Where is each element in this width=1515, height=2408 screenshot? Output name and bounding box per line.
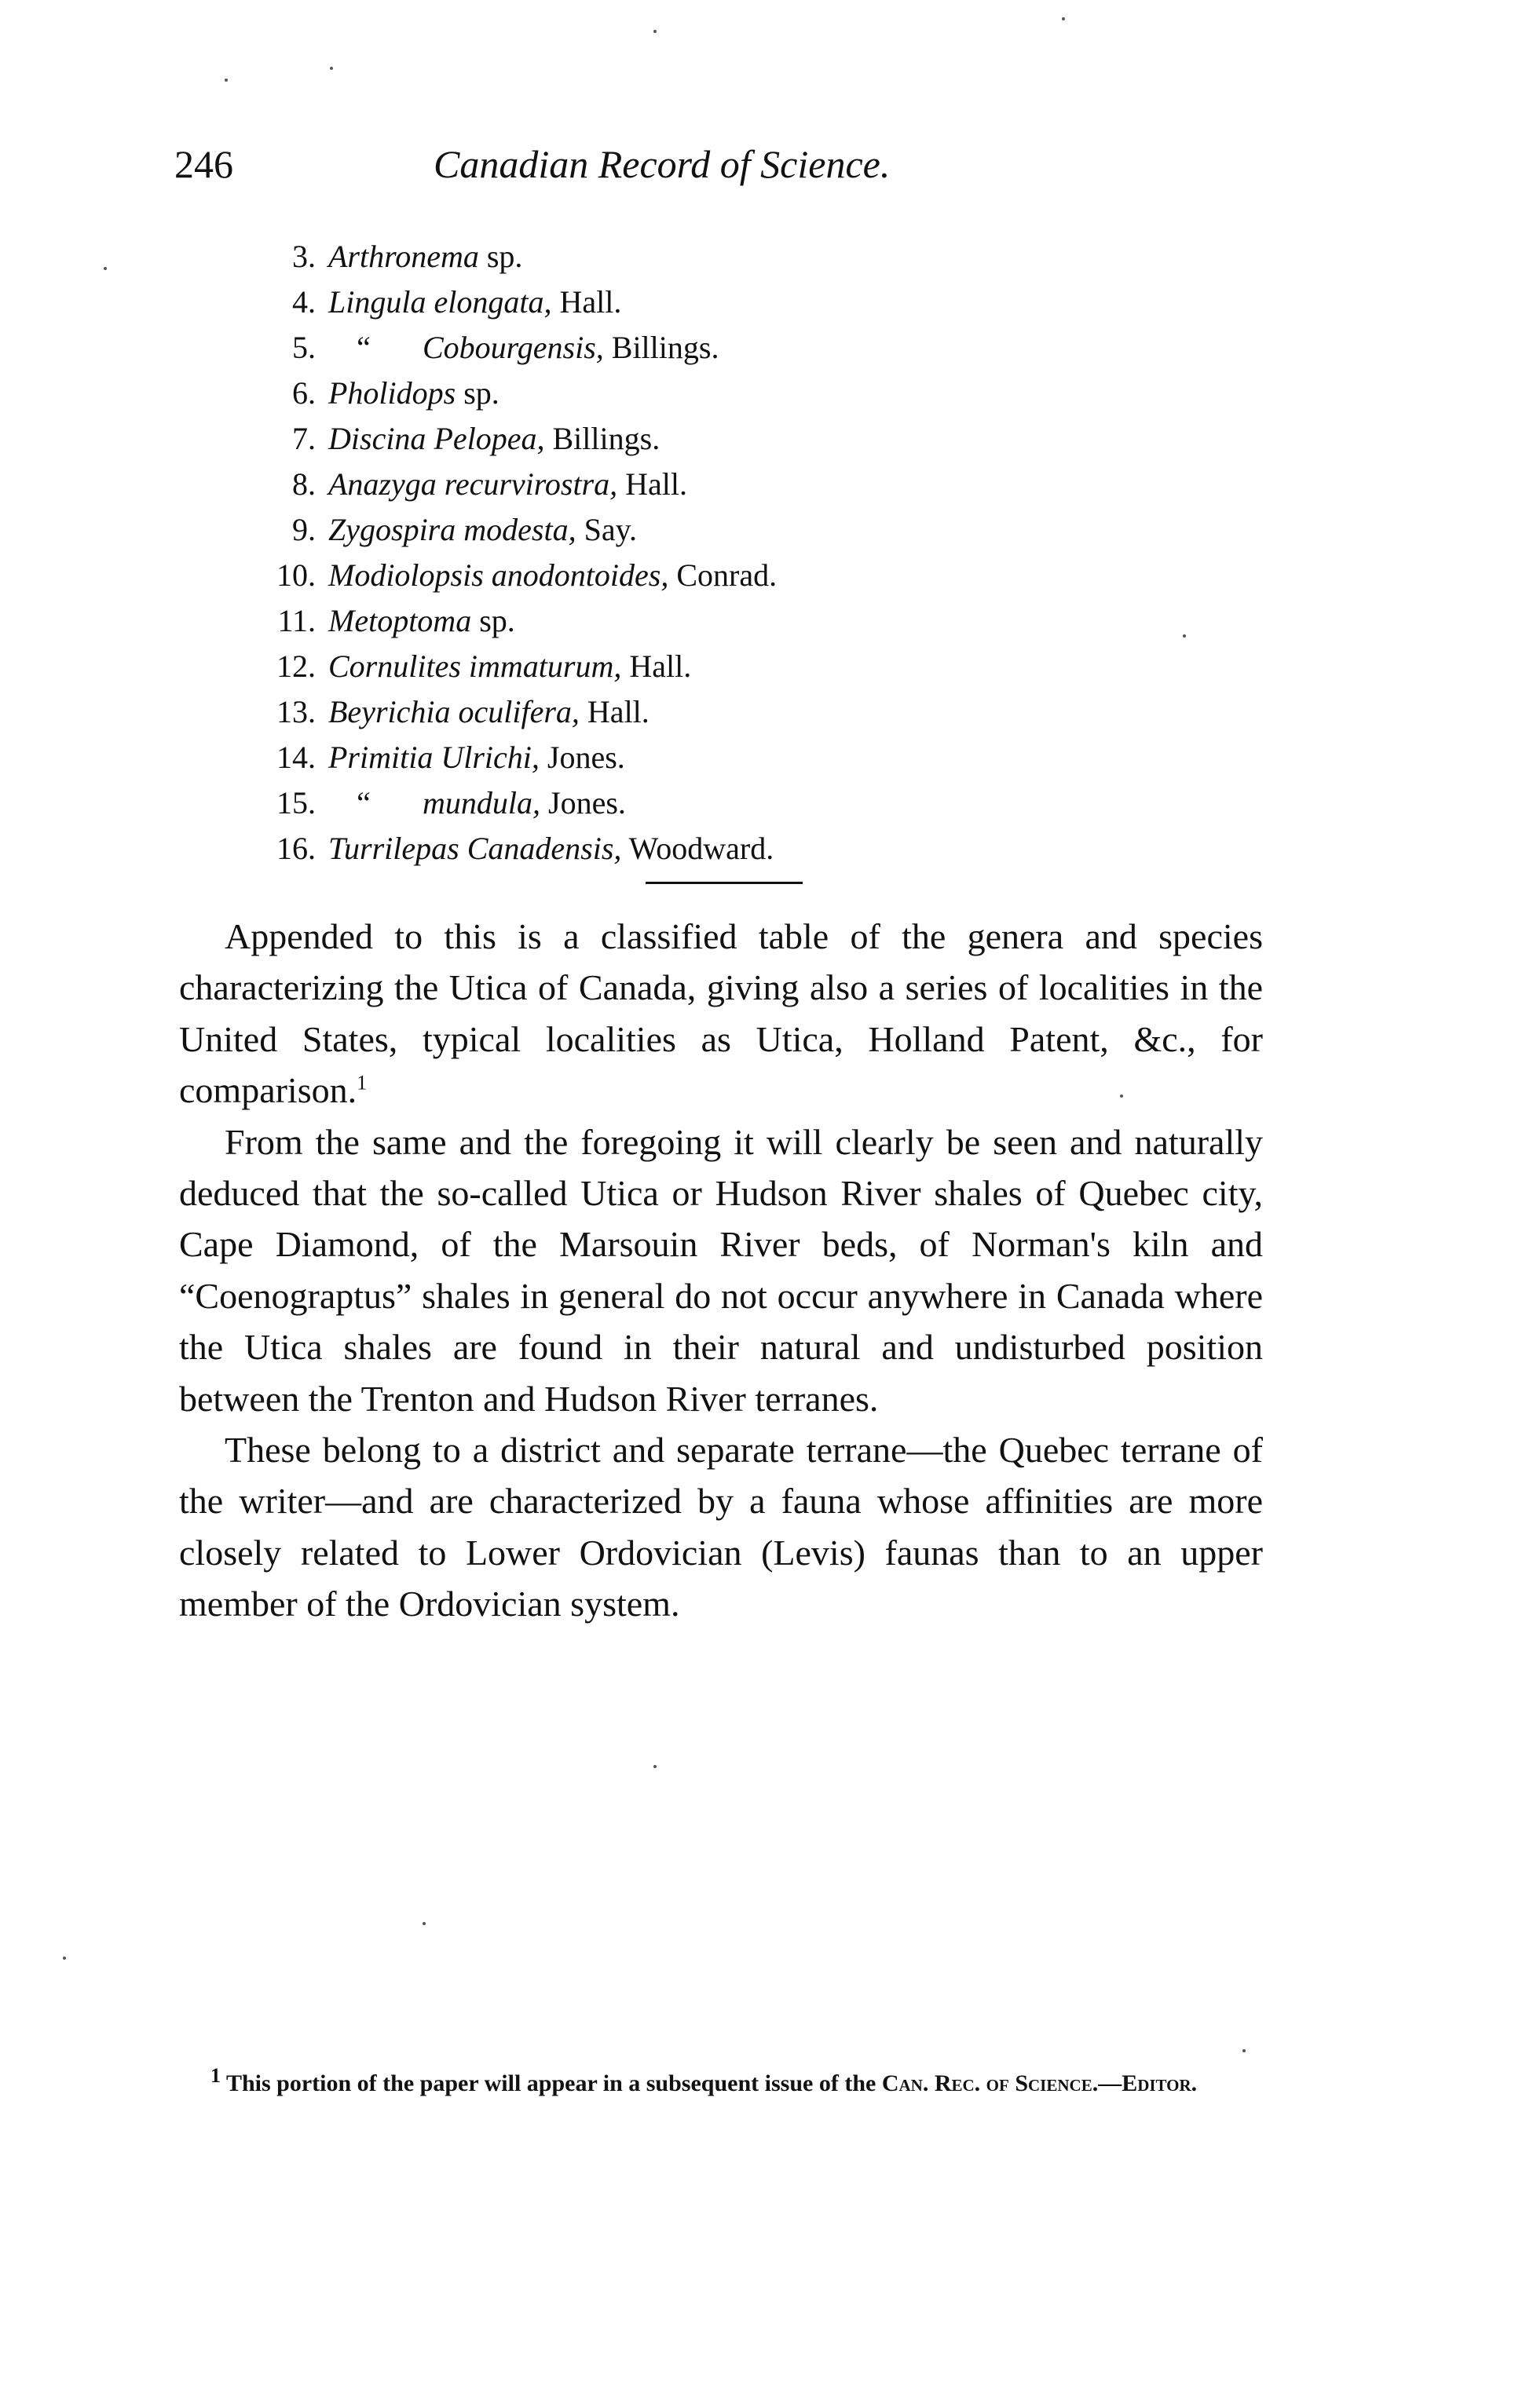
page-number: 246	[174, 142, 233, 186]
print-speck	[653, 30, 657, 33]
print-speck	[1242, 2049, 1246, 2052]
print-speck	[225, 79, 228, 82]
print-speck	[1120, 1094, 1123, 1098]
print-speck	[63, 1957, 66, 1960]
page-header	[174, 141, 1290, 204]
print-speck	[1183, 634, 1186, 638]
list-item: 5. “ Cobourgensis, Billings.	[292, 330, 719, 365]
print-speck	[1062, 17, 1065, 20]
paragraph: These belong to a district and separate terrane—the Quebec terrane of the writer—and are characterized by a fauna whose affinities are more closely related to Lower Ordovician (Levis) faunas than to an upper member of the Ordovician system.	[179, 1430, 1263, 1624]
species-list	[251, 234, 958, 871]
list-item: 11. Metoptoma sp.	[277, 603, 515, 638]
list-item: 15. “ mundula, Jones.	[276, 785, 626, 820]
list-item: 8. Anazyga recurvirostra, Hall.	[292, 466, 687, 502]
running-title: Canadian Record of Science.	[434, 142, 891, 186]
footnote-ref: 1	[357, 1071, 368, 1094]
list-item: 4. Lingula elongata, Hall.	[292, 284, 622, 320]
list-item: 12. Cornulites immaturum, Hall.	[276, 649, 692, 684]
list-item: 9. Zygospira modesta, Say.	[292, 512, 637, 547]
footnote-marker: 1	[210, 2064, 221, 2087]
list-item: 10. Modiolopsis anodontoides, Conrad.	[276, 557, 778, 593]
section-divider	[646, 882, 803, 884]
list-item: 7. Discina Pelopea, Billings.	[292, 421, 661, 456]
body-text	[179, 911, 1263, 1630]
print-speck	[330, 67, 333, 70]
footnote: $^1$ This portion of the paper will appear in a subsequent issue of the Can. Rec. of Science.—Editor.	[210, 2064, 1198, 2096]
list-item: 3. Arthronema sp.	[292, 239, 523, 274]
print-speck	[104, 267, 107, 270]
list-item: 13. Beyrichia oculifera, Hall.	[276, 694, 650, 729]
print-speck	[653, 1765, 657, 1768]
print-speck	[423, 1922, 426, 1925]
list-item: 6. Pholidops sp.	[292, 375, 500, 411]
list-item: 16. Turrilepas Canadensis, Woodward.	[276, 831, 774, 866]
list-item: 14. Primitia Ulrichi, Jones.	[276, 740, 625, 775]
paragraph: Appended to this is a classified table of the genera and species characterizing the Utica of Canada, giving also a series of localities in the United States, typical localities as Utica, Holland Patent, &c., for comparison.$^1$	[179, 916, 1263, 1111]
paragraph: From the same and the foregoing it will clearly be seen and naturally deduced that the so-called Utica or Hudson River shales of Quebec city, Cape Diamond, of the Marsouin River beds, of Norman's kiln and “Coenograptus” shales in general do not occur anywhere in Canada where the Utica shales are found in their natural and undisturbed position between the Trenton and Hudson River terranes.	[179, 1121, 1263, 1419]
